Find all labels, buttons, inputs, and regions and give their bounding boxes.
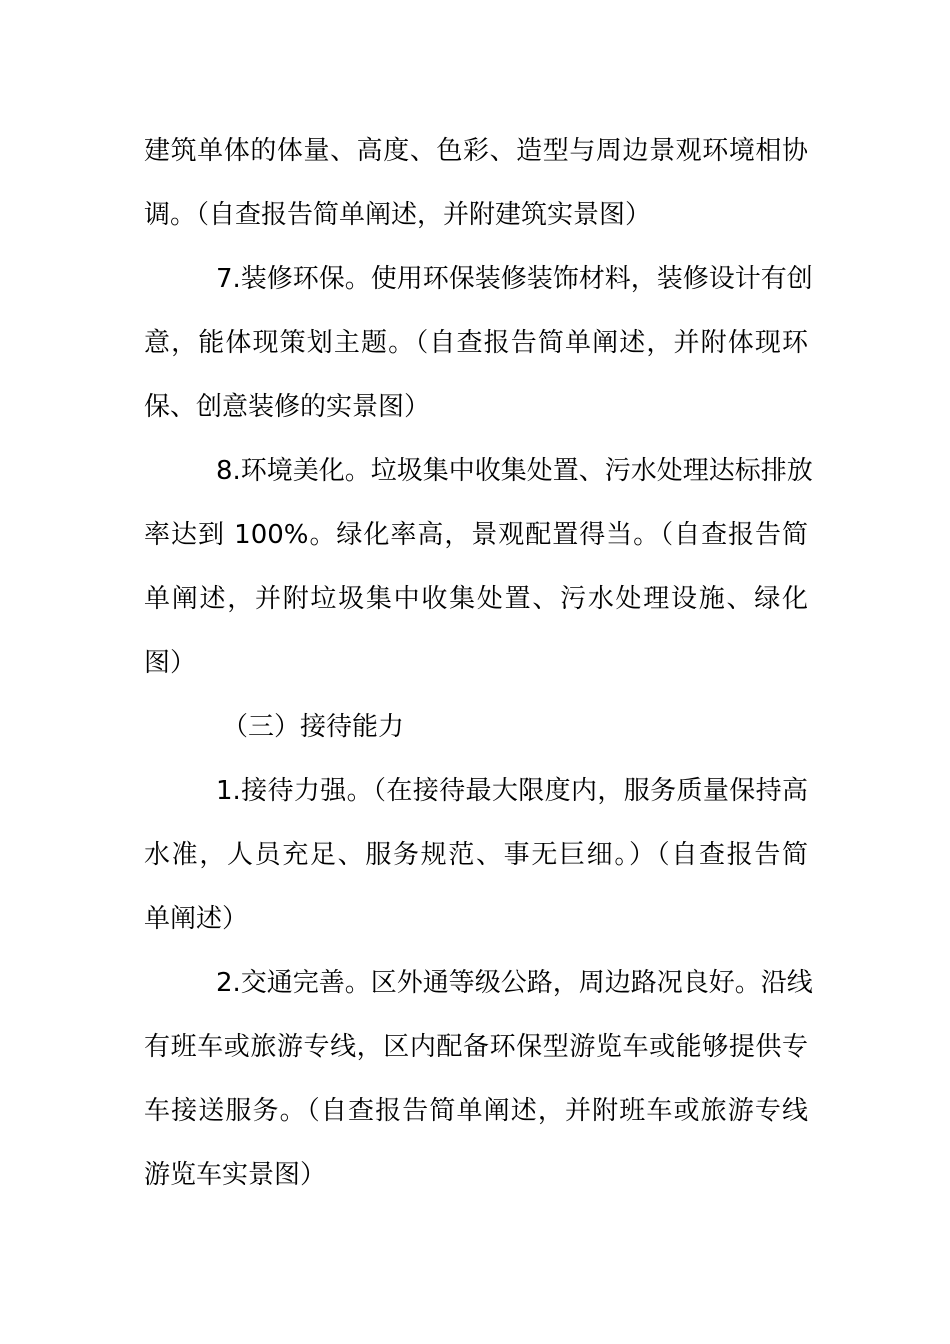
text-line: 车接送服务。（自查报告简单阐述，并附班车或旅游专线: [144, 1096, 808, 1126]
text-line: 单阐述，并附垃圾集中收集处置、污水处理设施、绿化: [144, 584, 808, 614]
section-heading: （三）接待能力: [222, 712, 405, 742]
text-line: 建筑单体的体量、高度、色彩、造型与周边景观环境相协: [144, 136, 808, 166]
text-line: 水准，人员充足、服务规范、事无巨细。）（自查报告简: [144, 840, 808, 870]
text-line: 1.接待力强。（在接待最大限度内，服务质量保持高: [216, 776, 808, 806]
text-line: 单阐述）: [144, 904, 249, 934]
text-line: 意，能体现策划主题。（自查报告简单阐述，并附体现环: [144, 328, 808, 358]
text-line: 图）: [144, 648, 197, 678]
text-line: 7.装修环保。使用环保装修装饰材料，装修设计有创: [216, 264, 813, 294]
text-line: 调。（自查报告简单阐述，并附建筑实景图）: [144, 200, 652, 230]
text-line: 有班车或旅游专线，区内配备环保型游览车或能够提供专: [144, 1032, 808, 1062]
text-line: 8.环境美化。垃圾集中收集处置、污水处理达标排放: [216, 456, 813, 486]
text-line: 游览车实景图）: [144, 1160, 327, 1190]
text-line: 率达到 100%。绿化率高，景观配置得当。（自查报告简: [144, 520, 808, 550]
text-line: 2.交通完善。区外通等级公路，周边路况良好。沿线: [216, 968, 813, 998]
text-line: 保、创意装修的实景图）: [144, 392, 431, 422]
document-body: [144, 119, 813, 1207]
